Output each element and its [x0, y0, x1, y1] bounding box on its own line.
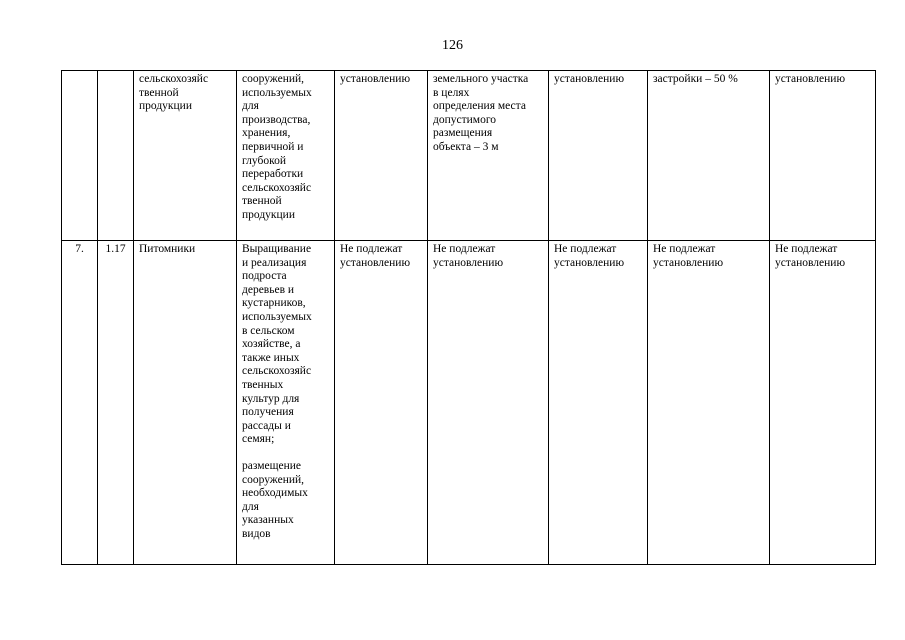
parameter-cell [428, 241, 549, 565]
cell-text: земельного участка в целях определения места допустимого размещения объекта – 3 м [433, 73, 529, 153]
parameter-cell [335, 71, 428, 241]
table-row [62, 71, 876, 241]
cell-text: Не подлежат установлению [340, 243, 411, 269]
use-description-cell [237, 241, 335, 565]
page-number: 126 [442, 38, 463, 53]
table-row [62, 241, 876, 565]
parameter-cell [549, 241, 648, 565]
cell-text: Не подлежат установлению [554, 243, 625, 269]
use-description-cell [237, 71, 335, 241]
row-number-cell [62, 71, 98, 241]
parameter-cell [648, 241, 770, 565]
use-name-cell [134, 71, 237, 241]
use-name-cell [134, 241, 237, 565]
parameter-cell [770, 241, 876, 565]
cell-text: сельскохозяйс твенной продукции [139, 73, 209, 113]
cell-text: Не подлежат установлению [775, 243, 846, 269]
use-code-cell [98, 71, 134, 241]
cell-text: Питомники [139, 243, 196, 255]
cell-text: сооружений, используемых для производства, хранения, первичной и глубокой переработки сельскохозяйс твенной продукции [242, 73, 312, 221]
parameter-cell [549, 71, 648, 241]
row-number-cell: 7. [62, 241, 98, 565]
parameter-cell [335, 241, 428, 565]
parameter-cell [770, 71, 876, 241]
cell-text: размещение сооружений, необходимых для указанных видов [242, 459, 308, 540]
use-code-cell: 1.17 [98, 241, 134, 565]
parameter-cell [428, 71, 549, 241]
land-use-table [61, 70, 876, 565]
cell-text: застройки – 50 % [653, 73, 738, 85]
cell-text: установлению [775, 73, 846, 85]
cell-text: установлению [340, 73, 411, 85]
parameter-cell [648, 71, 770, 241]
cell-text: Не подлежат установлению [433, 243, 504, 269]
cell-text: установлению [554, 73, 625, 85]
cell-text: Выращивание и реализация подроста деревьев и кустарников, используемых в сельском хозяйстве, а также иных сельскохозяйс твенных культур для получения рассады и семян; [242, 243, 312, 446]
cell-text: Не подлежат установлению [653, 243, 724, 269]
